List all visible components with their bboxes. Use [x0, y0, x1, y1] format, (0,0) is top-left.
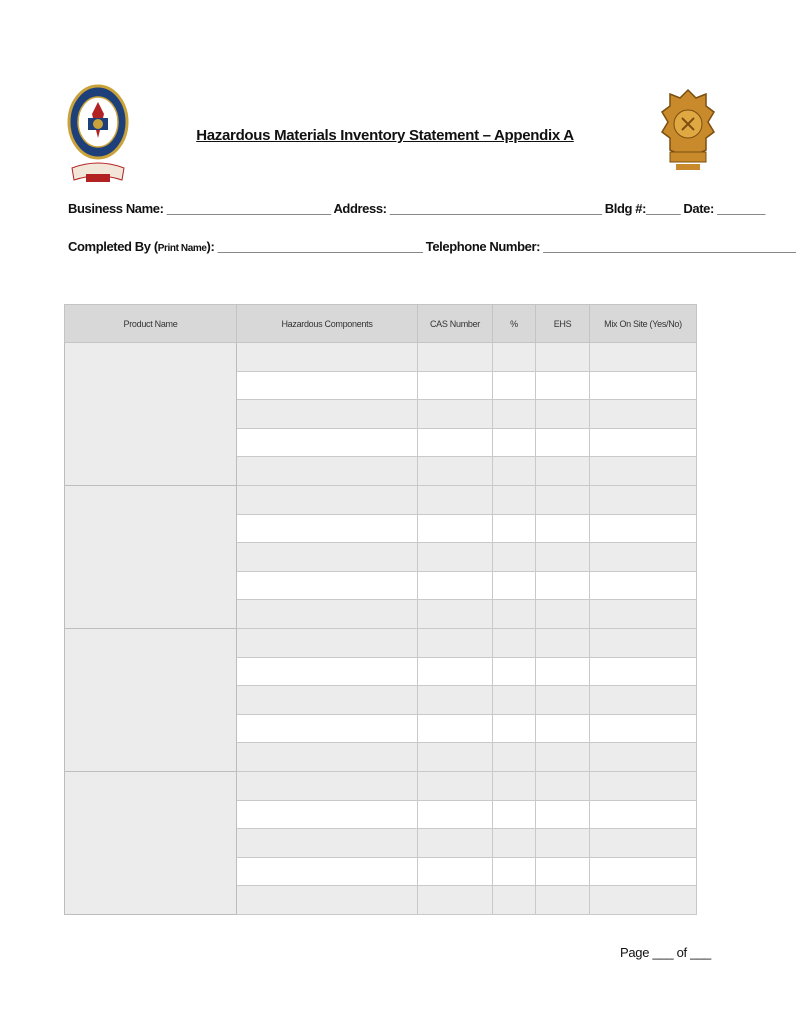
- ehs-cell[interactable]: [536, 485, 590, 514]
- print-name-label: Print Name: [157, 243, 207, 254]
- mix-on-site-cell[interactable]: [590, 371, 697, 400]
- page-title: Hazardous Materials Inventory Statement – Appendix A: [196, 127, 574, 144]
- cas-number-cell[interactable]: [418, 857, 493, 886]
- cas-number-cell[interactable]: [418, 829, 493, 858]
- column-header-product-name: Product Name: [65, 305, 237, 343]
- mix-on-site-cell[interactable]: [590, 829, 697, 858]
- hazardous-components-cell[interactable]: [237, 771, 418, 800]
- business-name-field[interactable]: ________________________: [166, 201, 331, 216]
- ehs-cell[interactable]: [536, 686, 590, 715]
- cas-number-cell[interactable]: [418, 457, 493, 486]
- mix-on-site-cell[interactable]: [590, 400, 697, 429]
- mix-on-site-cell[interactable]: [590, 343, 697, 372]
- page-label: Page: [620, 945, 650, 960]
- ehs-cell[interactable]: [536, 800, 590, 829]
- cas-number-cell[interactable]: [418, 543, 493, 572]
- percent-cell[interactable]: [493, 485, 536, 514]
- mix-on-site-cell[interactable]: [590, 771, 697, 800]
- ehs-cell[interactable]: [536, 657, 590, 686]
- hazardous-components-cell[interactable]: [237, 543, 418, 572]
- table-row: [65, 628, 697, 657]
- cas-number-cell[interactable]: [418, 743, 493, 772]
- percent-cell[interactable]: [493, 571, 536, 600]
- hazardous-components-cell[interactable]: [237, 571, 418, 600]
- cas-number-cell[interactable]: [418, 371, 493, 400]
- ehs-cell[interactable]: [536, 771, 590, 800]
- column-header-ehs: EHS: [536, 305, 590, 343]
- cas-number-cell[interactable]: [418, 514, 493, 543]
- page-number-field[interactable]: ___: [652, 945, 674, 960]
- cas-number-cell[interactable]: [418, 714, 493, 743]
- column-header-cas-number: CAS Number: [418, 305, 493, 343]
- date-label: Date:: [683, 201, 714, 216]
- ehs-cell[interactable]: [536, 400, 590, 429]
- ehs-cell[interactable]: [536, 571, 590, 600]
- mix-on-site-cell[interactable]: [590, 686, 697, 715]
- hazardous-components-cell[interactable]: [237, 686, 418, 715]
- ehs-cell[interactable]: [536, 714, 590, 743]
- cas-number-cell[interactable]: [418, 771, 493, 800]
- product-name-cell[interactable]: [65, 343, 237, 486]
- percent-cell[interactable]: [493, 829, 536, 858]
- column-header-hazardous-components: Hazardous Components: [237, 305, 418, 343]
- cas-number-cell[interactable]: [418, 485, 493, 514]
- mix-on-site-cell[interactable]: [590, 428, 697, 457]
- ehs-cell[interactable]: [536, 343, 590, 372]
- hazardous-components-cell[interactable]: [237, 343, 418, 372]
- hazardous-components-cell[interactable]: [237, 457, 418, 486]
- ehs-cell[interactable]: [536, 857, 590, 886]
- address-field[interactable]: _______________________________: [389, 201, 602, 216]
- mix-on-site-cell[interactable]: [590, 571, 697, 600]
- hazardous-components-cell[interactable]: [237, 743, 418, 772]
- date-field[interactable]: _______: [717, 201, 765, 216]
- telephone-field[interactable]: _____________________________________: [543, 239, 796, 254]
- mix-on-site-cell[interactable]: [590, 600, 697, 629]
- mix-on-site-cell[interactable]: [590, 485, 697, 514]
- percent-cell[interactable]: [493, 800, 536, 829]
- percent-cell[interactable]: [493, 657, 536, 686]
- table-row: [65, 343, 697, 372]
- hazardous-components-cell[interactable]: [237, 485, 418, 514]
- cas-number-cell[interactable]: [418, 571, 493, 600]
- percent-cell[interactable]: [493, 457, 536, 486]
- ehs-cell[interactable]: [536, 628, 590, 657]
- cas-number-cell[interactable]: [418, 800, 493, 829]
- cas-number-cell[interactable]: [418, 657, 493, 686]
- mix-on-site-cell[interactable]: [590, 714, 697, 743]
- percent-cell[interactable]: [493, 714, 536, 743]
- hazardous-components-cell[interactable]: [237, 657, 418, 686]
- hazardous-components-cell[interactable]: [237, 400, 418, 429]
- cas-number-cell[interactable]: [418, 600, 493, 629]
- percent-cell[interactable]: [493, 857, 536, 886]
- percent-cell[interactable]: [493, 886, 536, 915]
- ehs-cell[interactable]: [536, 457, 590, 486]
- completed-by-line: [68, 239, 796, 254]
- hazardous-components-cell[interactable]: [237, 371, 418, 400]
- mix-on-site-cell[interactable]: [590, 514, 697, 543]
- completed-by-label: Completed By (: [68, 239, 158, 254]
- page-number-footer: [620, 945, 711, 960]
- percent-cell[interactable]: [493, 628, 536, 657]
- mix-on-site-cell[interactable]: [590, 457, 697, 486]
- product-name-cell[interactable]: [65, 628, 237, 771]
- hazardous-components-cell[interactable]: [237, 628, 418, 657]
- cas-number-cell[interactable]: [418, 886, 493, 915]
- ehs-cell[interactable]: [536, 743, 590, 772]
- inventory-table-container: [64, 304, 696, 915]
- table-header-row: [65, 305, 697, 343]
- mix-on-site-cell[interactable]: [590, 628, 697, 657]
- hazardous-components-cell[interactable]: [237, 857, 418, 886]
- ehs-cell[interactable]: [536, 371, 590, 400]
- percent-cell[interactable]: [493, 400, 536, 429]
- percent-cell[interactable]: [493, 428, 536, 457]
- cas-number-cell[interactable]: [418, 686, 493, 715]
- hazardous-components-cell[interactable]: [237, 800, 418, 829]
- hazardous-components-cell[interactable]: [237, 829, 418, 858]
- cas-number-cell[interactable]: [418, 400, 493, 429]
- ehs-cell[interactable]: [536, 829, 590, 858]
- hazardous-components-cell[interactable]: [237, 514, 418, 543]
- of-label: of: [676, 945, 687, 960]
- percent-cell[interactable]: [493, 771, 536, 800]
- cas-number-cell[interactable]: [418, 628, 493, 657]
- cas-number-cell[interactable]: [418, 428, 493, 457]
- ehs-cell[interactable]: [536, 600, 590, 629]
- column-header-mix-on-site: Mix On Site (Yes/No): [590, 305, 697, 343]
- mix-on-site-cell[interactable]: [590, 657, 697, 686]
- ehs-cell[interactable]: [536, 886, 590, 915]
- table-row: [65, 771, 697, 800]
- inventory-table-body: [65, 343, 697, 915]
- hazardous-components-cell[interactable]: [237, 886, 418, 915]
- page-total-field[interactable]: ___: [690, 945, 711, 960]
- address-label: Address:: [333, 201, 387, 216]
- ehs-cell[interactable]: [536, 543, 590, 572]
- mix-on-site-cell[interactable]: [590, 543, 697, 572]
- hazardous-components-cell[interactable]: [237, 428, 418, 457]
- telephone-label: Telephone Number:: [425, 239, 541, 254]
- percent-cell[interactable]: [493, 343, 536, 372]
- product-name-cell[interactable]: [65, 771, 237, 914]
- completed-by-suffix: ):: [206, 239, 215, 254]
- percent-cell[interactable]: [493, 600, 536, 629]
- mix-on-site-cell[interactable]: [590, 857, 697, 886]
- percent-cell[interactable]: [493, 686, 536, 715]
- hazardous-components-cell[interactable]: [237, 600, 418, 629]
- table-row: [65, 485, 697, 514]
- hazardous-components-cell[interactable]: [237, 714, 418, 743]
- column-header-percent: %: [493, 305, 536, 343]
- product-name-cell[interactable]: [65, 485, 237, 628]
- percent-cell[interactable]: [493, 743, 536, 772]
- ehs-cell[interactable]: [536, 428, 590, 457]
- mix-on-site-cell[interactable]: [590, 800, 697, 829]
- mix-on-site-cell[interactable]: [590, 743, 697, 772]
- business-info-line: [68, 201, 765, 216]
- percent-cell[interactable]: [493, 543, 536, 572]
- cas-number-cell[interactable]: [418, 343, 493, 372]
- percent-cell[interactable]: [493, 514, 536, 543]
- bldg-label: Bldg #:: [604, 201, 647, 216]
- bldg-field[interactable]: _____: [646, 201, 681, 216]
- mix-on-site-cell[interactable]: [590, 886, 697, 915]
- completed-by-field[interactable]: ______________________________: [217, 239, 423, 254]
- percent-cell[interactable]: [493, 371, 536, 400]
- business-name-label: Business Name:: [68, 201, 164, 216]
- inventory-table: [64, 304, 697, 915]
- ehs-cell[interactable]: [536, 514, 590, 543]
